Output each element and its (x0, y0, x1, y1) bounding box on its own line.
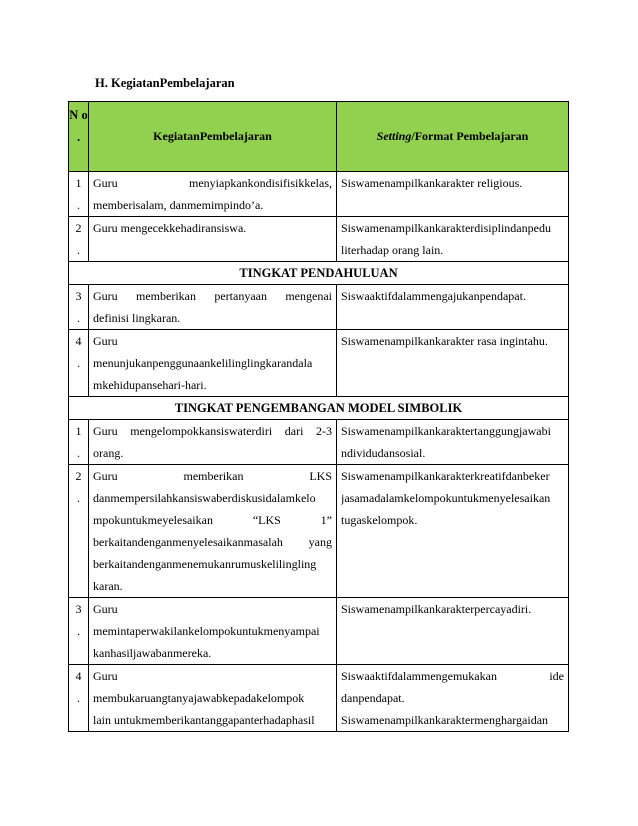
section-row (69, 397, 569, 420)
row-number (69, 285, 89, 330)
table-row (69, 217, 569, 262)
result-line: Siswamenampilkankarakterdisiplindanpedu (341, 221, 551, 235)
section-heading: H. KegiatanPembelajaran (95, 76, 235, 90)
row-number-line: . (77, 691, 80, 705)
table-row (69, 172, 569, 217)
activity-cell (89, 420, 337, 465)
row-number-line: 4 (75, 334, 82, 348)
table-row (69, 285, 569, 330)
activity-line: Guru menyiapkankondisifisikkelas, (93, 176, 332, 190)
row-number-line: . (77, 243, 80, 257)
row-number (69, 217, 89, 262)
table-row (69, 665, 569, 732)
result-cell (337, 172, 569, 217)
row-number (69, 172, 89, 217)
row-number-line: 2 (75, 221, 82, 235)
result-line: Siswaaktifdalammengajukanpendapat. (341, 289, 526, 303)
activity-cell (89, 172, 337, 217)
activity-cell (89, 665, 337, 732)
activity-line: Guru (93, 334, 118, 348)
row-number-line: . (77, 491, 80, 505)
activity-line: lain untukmemberikantanggapanterhadaphasil (93, 713, 315, 727)
result-cell (337, 420, 569, 465)
activity-line: memintaperwakilankelompokuntukmenyampai (93, 624, 320, 638)
activity-line: berkaitandenganmenyelesaikanmasalah yang (93, 535, 332, 549)
row-number-line: . (77, 311, 80, 325)
result-cell (337, 598, 569, 665)
row-number (69, 330, 89, 397)
row-number (69, 465, 89, 598)
row-number-line: 1 (75, 176, 82, 190)
result-line: Siswamenampilkankaraktermenghargaidan (341, 713, 549, 727)
activity-line: definisi lingkaran. (93, 311, 181, 325)
row-number-line: 2 (75, 469, 82, 483)
row-number-line: . (77, 198, 80, 212)
activity-line: Guru memberikan LKS (93, 469, 332, 483)
result-line: jasamadalamkelompokuntukmenyelesaikan (341, 491, 551, 505)
row-number-line: 3 (75, 289, 82, 303)
section-title-pengembangan: TINGKAT PENGEMBANGAN MODEL SIMBOLIK (69, 397, 569, 420)
header-no-line: o (81, 108, 88, 122)
activity-line: Guru mengecekkehadiransiswa. (93, 221, 247, 235)
learning-activities-table (68, 101, 569, 732)
result-cell (337, 330, 569, 397)
activity-cell (89, 465, 337, 598)
result-cell (337, 285, 569, 330)
header-setting (337, 102, 569, 172)
row-number-line: 1 (75, 424, 82, 438)
table-row (69, 465, 569, 598)
header-setting-rest: /Format Pembelajaran (411, 129, 529, 143)
row-number-line: 4 (75, 669, 82, 683)
header-activity: KegiatanPembelajaran (89, 102, 337, 172)
activity-line: Guru memberikan pertanyaan mengenai (93, 289, 332, 303)
activity-line: kanhasiljawabanmereka. (93, 646, 212, 660)
activity-cell (89, 285, 337, 330)
header-no (69, 102, 89, 172)
result-line: Siswamenampilkankarakterpercayadiri. (341, 602, 532, 616)
result-cell (337, 465, 569, 598)
activity-cell (89, 330, 337, 397)
row-number-line: . (77, 356, 80, 370)
activity-line: orang. (93, 446, 124, 460)
activity-line: membukaruangtanyajawabkepadakelompok (93, 691, 305, 705)
activity-cell (89, 217, 337, 262)
activity-line: Guru (93, 602, 118, 616)
activity-line: Guru (93, 669, 118, 683)
activity-line: menunjukanpenggunaankelilinglingkarandala (93, 356, 313, 370)
activity-line: berkaitandenganmenemukanrumuskelilingling (93, 557, 317, 571)
row-number-line: 3 (75, 602, 82, 616)
row-number (69, 420, 89, 465)
result-line: danpendapat. (341, 691, 405, 705)
activity-cell (89, 598, 337, 665)
activity-line: Guru mengelompokkansiswaterdiri dari 2-3 (93, 424, 332, 438)
result-line: Siswamenampilkankarakterkreatifdanbeker (341, 469, 550, 483)
result-cell (337, 665, 569, 732)
activity-line: mpokuntukmeyelesaikan “LKS 1” (93, 513, 332, 527)
result-line: ndividudansosial. (341, 446, 426, 460)
header-setting-italic: Setting (376, 129, 412, 143)
activity-line: karan. (93, 579, 123, 593)
table-row (69, 330, 569, 397)
result-line: tugaskelompok. (341, 513, 418, 527)
row-number (69, 598, 89, 665)
result-line: literhadap orang lain. (341, 243, 444, 257)
header-no-line: . (76, 130, 81, 144)
activity-line: memberisalam, danmemimpindo’a. (93, 198, 264, 212)
row-number-line: . (77, 446, 80, 460)
header-no-line: N (69, 108, 79, 122)
activity-line: mkehidupansehari-hari. (93, 378, 207, 392)
result-line: Siswamenampilkankarakter religious. (341, 176, 523, 190)
table-header-row (69, 102, 569, 172)
result-line: Siswaaktifdalammengemukakan ide (341, 669, 564, 683)
table-row (69, 598, 569, 665)
result-line: Siswamenampilkankaraktertanggungjawabi (341, 424, 551, 438)
row-number-line: . (77, 624, 80, 638)
section-title-pendahuluan: TINGKAT PENDAHULUAN (69, 262, 569, 285)
row-number (69, 665, 89, 732)
result-line: Siswamenampilkankarakter rasa ingintahu. (341, 334, 548, 348)
section-row (69, 262, 569, 285)
table-row (69, 420, 569, 465)
activity-line: danmempersilahkansiswaberdiskusidalamkelo (93, 491, 316, 505)
result-cell (337, 217, 569, 262)
